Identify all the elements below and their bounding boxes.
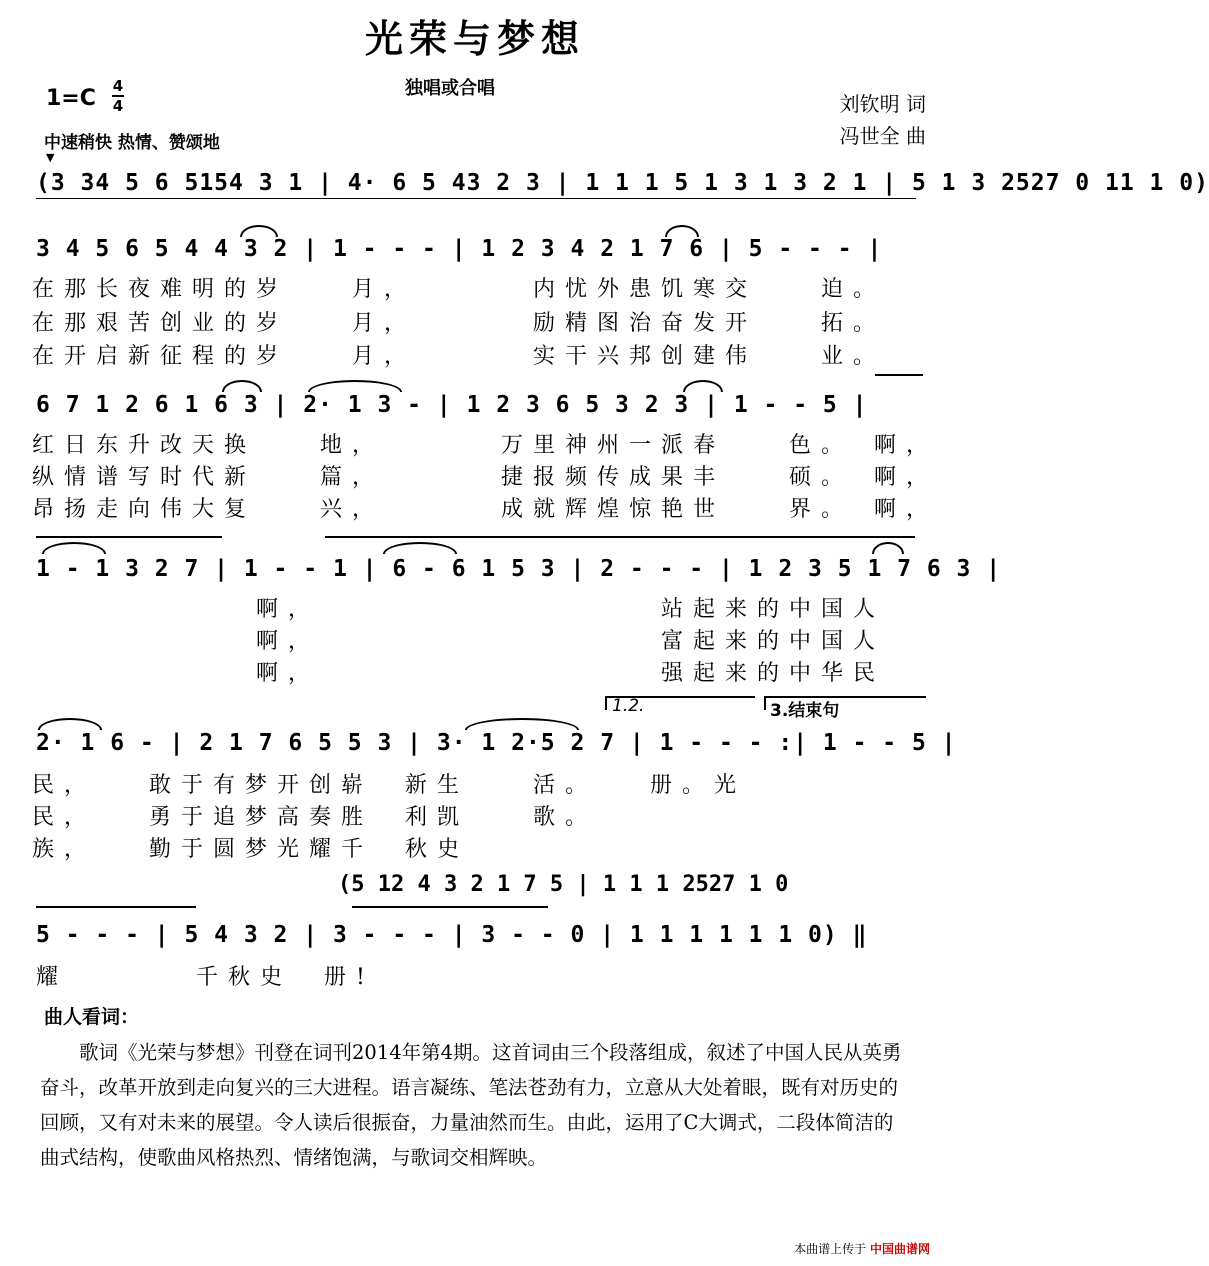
key-signature: 1=C [46,86,96,111]
tie-extension [36,906,196,908]
volta-label-first: 1.2. [612,696,645,716]
tie-extension [352,906,548,908]
notation-line-2: 3 4 5 6 5 4 4 3 2 | 1 - - - | 1 2 3 4 2 1 7 6 | 5 - - - | [36,236,883,262]
essay-heading: 曲人看词： [44,1006,140,1028]
slur-mark [683,380,723,392]
lyric-line: 啊， 强起来的中华民 [32,661,886,686]
fermata-marker: ▼ [46,151,55,164]
lyric-line: 啊， 站起来的中国人 [32,597,886,622]
notation-line-3: 6 7 1 2 6 1 6 3 | 2· 1 3 - | 1 2 3 6 5 3 2 3 | 1 - - 5 | [36,392,868,418]
upload-footer [794,1240,930,1257]
slur-mark [42,542,106,554]
song-title: 光荣与梦想 [364,17,585,61]
slur-mark [38,718,102,730]
lyric-line: 在那艰苦创业的岁 月， 励精图治奋发开 拓。 [32,311,886,336]
tie-extension [875,374,923,376]
composer-credit: 冯世全 曲 [839,124,926,148]
tie-extension [325,536,915,538]
lyricist-credit: 刘钦明 词 [839,92,926,116]
slur-mark [872,542,904,554]
lyric-line: 昂扬走向伟大复 兴， 成就辉煌惊艳世 界。 啊， [32,497,939,522]
volta-label-final: 3.结束句 [770,701,840,721]
lyric-line: 族， 勤于圆梦光耀千 秋史 [32,837,470,862]
notation-line-5: 2· 1 6 - | 2 1 7 6 5 5 3 | 3· 1 2·5 2 7 | 1 - - - :| 1 - - 5 | [36,730,957,756]
lyric-line: 啊， 富起来的中国人 [32,629,886,654]
tempo-marking: 中速稍快 热情、赞颂地 [44,133,220,153]
slur-mark [465,718,579,730]
slur-mark [383,542,457,554]
notation-line-4: 1 - 1 3 2 7 | 1 - - 1 | 6 - 6 1 5 3 | 2 - - - | 1 2 3 5 1 7 6 3 | [36,556,1002,582]
site-logo[interactable]: 中国曲谱网 [869,1242,930,1256]
coda-prelude-notation: (5 12 4 3 2 1 7 5 | 1 1 1 2527 1 0 [338,872,789,897]
lyric-line: 耀 千秋史 册! [36,965,375,990]
notation-line-1: (3 34 5 6 5154 3 1 | 4· 6 5 43 2 3 | 1 1 1 5 1 3 1 3 2 1 | 5 1 3 2527 0 11 1 0) [36,170,1209,196]
lyric-line: 红日东升改天换 地， 万里神州一派春 色。 啊， [32,433,939,458]
tie-extension [36,536,222,538]
lyric-line: 在那长夜难明的岁 月， 内忧外患饥寒交 迫。 [32,277,886,302]
intro-underline [36,198,916,199]
footer-prefix: 本曲谱上传于 [794,1242,867,1256]
lyric-line: 民， 敢于有梦开创崭 新生 活。 册。光 [32,773,747,798]
slur-mark [222,380,262,392]
lyric-line: 在开启新征程的岁 月， 实干兴邦创建伟 业。 [32,344,886,369]
time-signature-top: 4 [112,77,124,95]
performance-type: 独唱或合唱 [405,78,495,99]
lyric-line: 民， 勇于追梦高奏胜 利凯 歌。 [32,805,598,830]
time-signature [112,77,124,115]
slur-mark [308,380,402,392]
essay-body: 歌词《光荣与梦想》刊登在词刊2014年第4期。这首词由三个段落组成，叙述了中国人民从英勇奋斗，改革开放到走向复兴的三大进程。语言凝练、笔法苍劲有力，立意从大处着眼，既有对历史的回顾，又有对未来的展望。令人读后很振奋，力量油然而生。由此，运用了C大调式，二段体简洁的曲式结构，使歌曲风格热烈、情绪饱满，与歌词交相辉映。 [40,1041,902,1169]
notation-line-6: 5 - - - | 5 4 3 2 | 3 - - - | 3 - - 0 | 1 1 1 1 1 1 0) ‖ [36,922,868,948]
lyric-line: 纵情谱写时代新 篇， 捷报频传成果丰 硕。 啊， [32,465,939,490]
time-signature-bottom: 4 [112,97,124,115]
